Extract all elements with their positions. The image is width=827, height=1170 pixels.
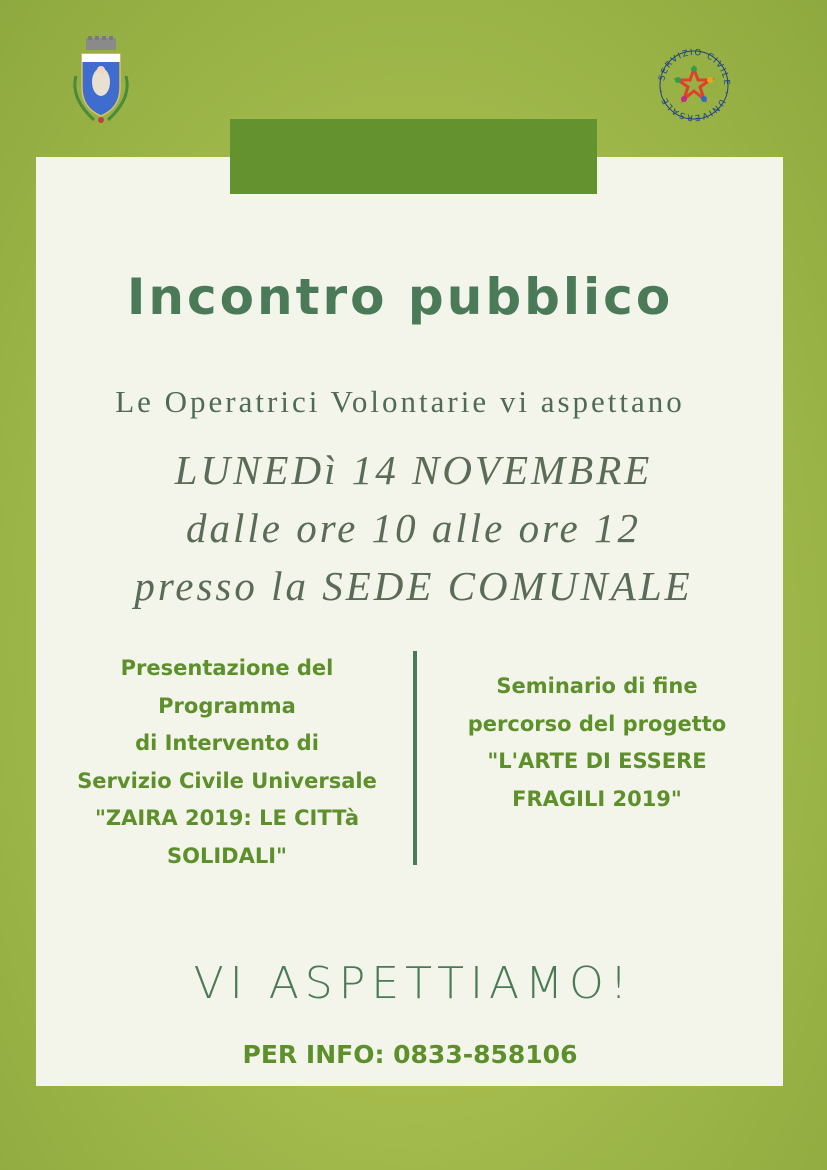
left-column-line: Servizio Civile Universale bbox=[77, 768, 377, 793]
right-column-line: "L'ARTE DI ESSERE bbox=[487, 749, 707, 773]
subtitle: Le Operatrici Volontarie vi aspettano bbox=[115, 384, 685, 419]
right-column-line: percorso del progetto bbox=[467, 711, 727, 736]
right-seminar-column bbox=[432, 668, 762, 818]
right-column-line: Seminario di fine bbox=[496, 674, 698, 698]
location-line: presso la SEDE COMUNALE bbox=[134, 563, 693, 609]
left-column-line: di Intervento di bbox=[135, 731, 319, 755]
servizio-civile-logo bbox=[654, 45, 734, 125]
contact-info: PER INFO: 0833-858106 bbox=[242, 1040, 578, 1069]
date-line: LUNEDì 14 NOVEMBRE bbox=[174, 447, 653, 493]
left-column-line: Programma bbox=[158, 693, 296, 718]
accent-bar bbox=[230, 119, 597, 194]
left-column-line: Presentazione del bbox=[120, 656, 334, 680]
left-column-line: "ZAIRA 2019: LE CITTà bbox=[94, 806, 359, 830]
column-divider bbox=[413, 651, 417, 865]
svg-text:SERVIZIO CIVILE · UNIVERSALE ·: SERVIZIO CIVILE · UNIVERSALE · bbox=[657, 47, 732, 123]
time-line: dalle ore 10 alle ore 12 bbox=[186, 505, 641, 551]
right-column-line: FRAGILI 2019" bbox=[512, 786, 682, 811]
page-title: Incontro pubblico bbox=[126, 268, 674, 326]
left-program-column bbox=[52, 650, 402, 875]
call-to-action: VI ASPETTIAMO! bbox=[193, 958, 634, 1009]
left-column-line: SOLIDALI" bbox=[167, 843, 287, 868]
coat-of-arms-logo bbox=[66, 36, 136, 128]
